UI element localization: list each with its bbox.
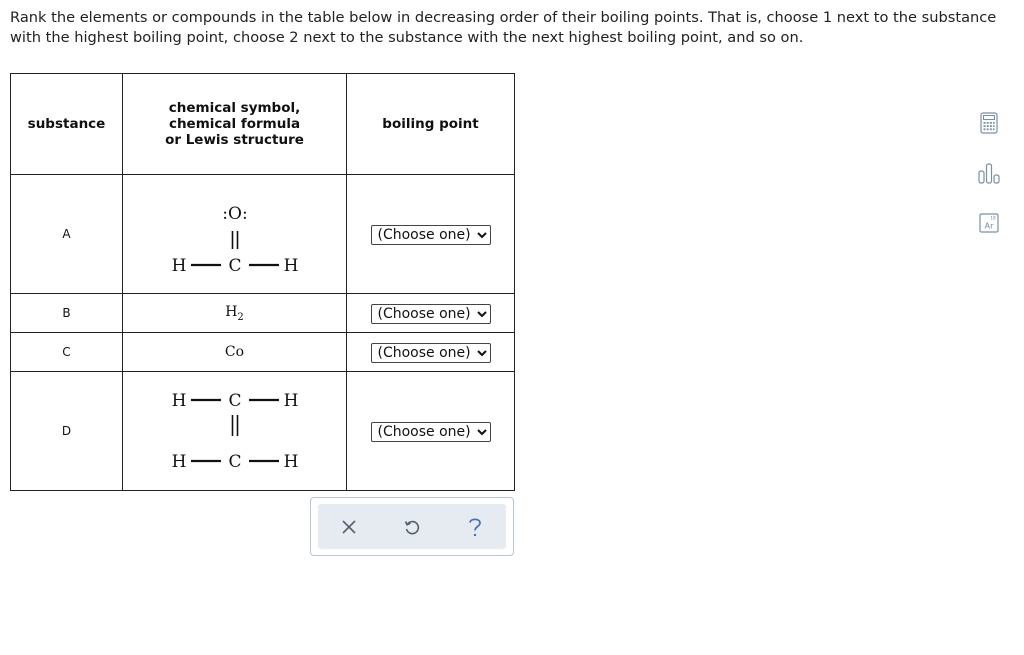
lewis-hydrogen-left: H [171,256,186,276]
lewis-carbon-top: C [227,391,242,411]
rank-select-a[interactable] [371,225,491,245]
periodic-number: 18 [990,215,996,221]
periodic-symbol: Ar [984,220,994,231]
lewis-hydrogen-top-left: H [171,391,186,411]
substance-label: B [11,294,123,333]
table-row [11,333,515,372]
lewis-hydrogen-bottom-right: H [283,452,298,472]
boiling-point-cell [347,175,515,294]
periodic-table-button[interactable] [976,210,1002,236]
calculator-icon [980,112,998,134]
boiling-point-cell [347,372,515,491]
substance-label: C [11,333,123,372]
help-button[interactable] [455,507,495,547]
rank-select-c[interactable] [371,343,491,363]
lewis-oxygen: :O: [221,204,248,224]
periodic-table-icon [979,213,999,233]
substance-label: A [11,175,123,294]
lewis-hydrogen-top-right: H [283,391,298,411]
formula-co: Co [123,333,347,372]
substance-table [10,73,515,491]
header-formula-line2: chemical formula [168,116,301,132]
toolbar-inner [318,504,506,549]
header-substance: substance [11,74,123,175]
header-formula [123,74,347,175]
undo-button[interactable] [392,507,432,547]
boiling-point-cell [347,294,515,333]
table-row [11,294,515,333]
header-formula-line3: or Lewis structure [165,132,304,148]
chart-icon [977,162,1001,184]
rank-select-d[interactable] [371,422,491,442]
boiling-point-cell [347,333,515,372]
lewis-hydrogen-bottom-left: H [171,452,186,472]
table-row [11,372,515,491]
calculator-button[interactable] [976,110,1002,136]
table-row [11,175,515,294]
header-boiling-point: boiling point [347,74,515,175]
lewis-structure-ethylene [123,372,347,491]
formula-subscript: 2 [237,311,244,323]
lewis-carbon-bottom: C [227,452,242,472]
lewis-carbon: C [227,256,242,276]
help-icon [467,516,483,538]
close-icon [341,519,357,535]
lewis-structure-formaldehyde [123,175,347,294]
substance-label: D [11,372,123,491]
chart-button[interactable] [976,160,1002,186]
table-header-row [11,74,515,175]
lewis-hydrogen-right: H [283,256,298,276]
header-formula-line1: chemical symbol, [168,100,301,116]
undo-icon [403,518,421,536]
formula-h2 [123,294,347,333]
answer-toolbar [310,497,514,556]
formula-base: H [225,303,238,320]
rank-select-b[interactable] [371,304,491,324]
instructions-text: Rank the elements or compounds in the table below in decreasing order of their boiling points. That is, choose 1 next to the substance with the highest boiling point, choose 2 next to the substance with the next highest boiling point, and so on. [10,9,997,46]
clear-button[interactable] [329,507,369,547]
